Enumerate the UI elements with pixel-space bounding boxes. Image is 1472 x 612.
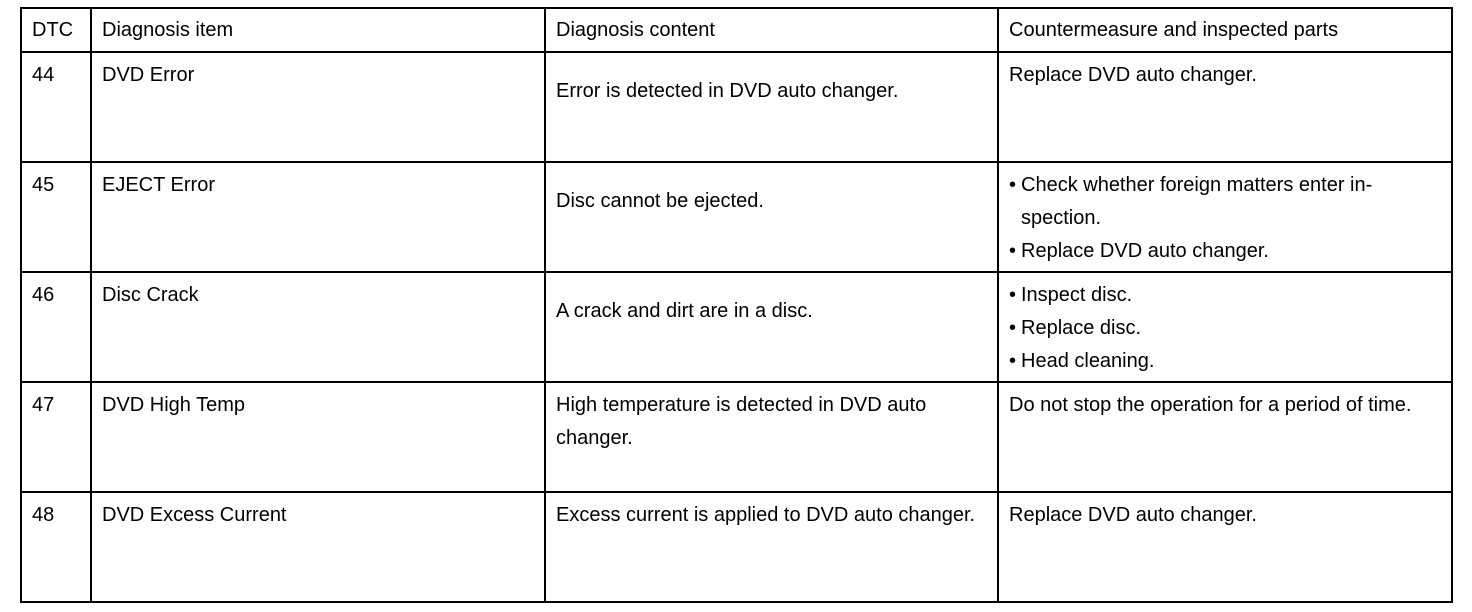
countermeasure-item: • Inspect disc. xyxy=(1009,279,1441,312)
table-header xyxy=(21,8,1452,52)
diagnosis-item: DVD Excess Current xyxy=(91,492,545,602)
countermeasure xyxy=(998,162,1452,272)
dtc-code: 44 xyxy=(21,52,91,162)
header-diagnosis-item: Diagnosis item xyxy=(91,8,545,52)
table-row xyxy=(21,162,1452,272)
countermeasure-list xyxy=(1009,169,1441,268)
countermeasure xyxy=(998,382,1452,492)
diagnosis-item: DVD Error xyxy=(91,52,545,162)
countermeasure-item: • Replace DVD auto changer. xyxy=(1009,235,1441,268)
countermeasure xyxy=(998,272,1452,382)
diagnosis-content: Error is detected in DVD auto changer. xyxy=(545,52,998,162)
header-row xyxy=(21,8,1452,52)
countermeasure-list xyxy=(1009,279,1441,378)
countermeasure xyxy=(998,52,1452,162)
dtc-code: 48 xyxy=(21,492,91,602)
countermeasure-text: Replace DVD auto changer. xyxy=(1009,504,1257,526)
table-row xyxy=(21,272,1452,382)
diagnosis-item: EJECT Error xyxy=(91,162,545,272)
dtc-diagnosis-table xyxy=(20,7,1453,603)
table-row xyxy=(21,382,1452,492)
diagnosis-item: Disc Crack xyxy=(91,272,545,382)
diagnosis-content: Excess current is applied to DVD auto changer. xyxy=(545,492,998,602)
header-countermeasure: Countermeasure and inspected parts xyxy=(998,8,1452,52)
table-row xyxy=(21,52,1452,162)
countermeasure xyxy=(998,492,1452,602)
countermeasure-text: Replace DVD auto changer. xyxy=(1009,64,1257,86)
diagnosis-content: A crack and dirt are in a disc. xyxy=(545,272,998,382)
header-diagnosis-content: Diagnosis content xyxy=(545,8,998,52)
table-body xyxy=(21,52,1452,602)
dtc-code: 45 xyxy=(21,162,91,272)
diagnosis-content: Disc cannot be ejected. xyxy=(545,162,998,272)
countermeasure-item: • Check whether foreign matters enter in-spection. xyxy=(1009,169,1441,235)
table-row xyxy=(21,492,1452,602)
dtc-code: 46 xyxy=(21,272,91,382)
countermeasure-item: • Head cleaning. xyxy=(1009,345,1441,378)
dtc-code: 47 xyxy=(21,382,91,492)
header-dtc: DTC xyxy=(21,8,91,52)
countermeasure-text: Do not stop the operation for a period of time. xyxy=(1009,394,1412,416)
diagnosis-item: DVD High Temp xyxy=(91,382,545,492)
diagnosis-content: High temperature is detected in DVD auto changer. xyxy=(545,382,998,492)
countermeasure-item: • Replace disc. xyxy=(1009,312,1441,345)
